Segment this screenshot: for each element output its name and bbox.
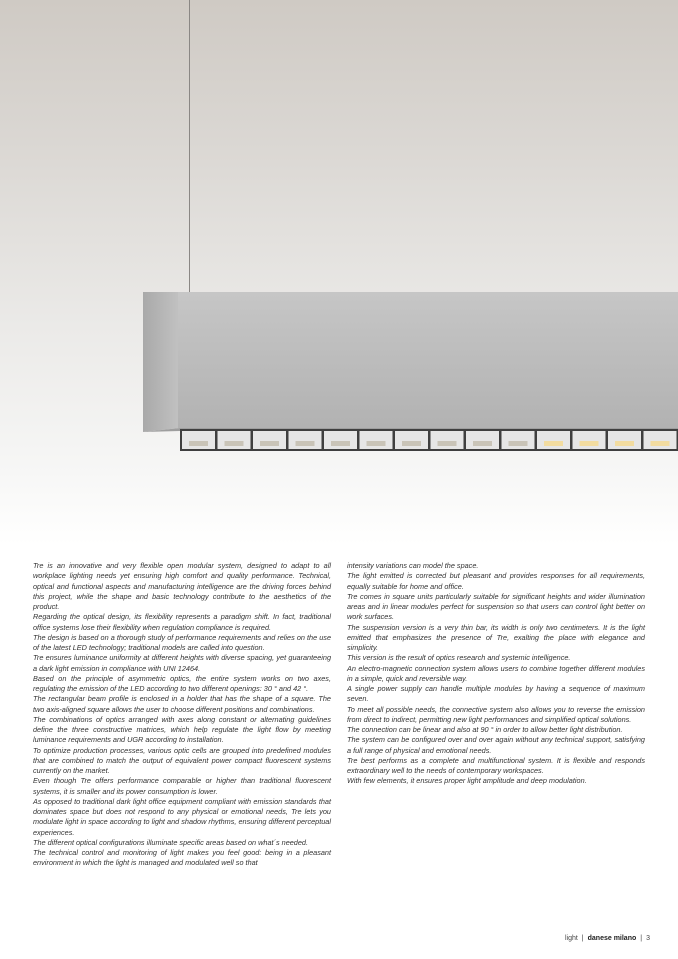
paragraph: The light emitted is corrected but pleasant and provides responses for all requirements, equally suitable for home and office. [347, 571, 645, 591]
body-text-right [347, 561, 645, 787]
led-lens [651, 441, 670, 446]
led-lens [473, 441, 492, 446]
led-cell [431, 431, 464, 449]
paragraph: A single power supply can handle multiple modules by having a sequence of maximum seven. [347, 684, 645, 704]
led-cell [573, 431, 606, 449]
led-cell [289, 431, 322, 449]
paragraph: The combinations of optics arranged with axes along constant or alternating guidelines define the three constructive matrices, which help regulate the light flow by meeting luminance requirements and UGR according to installation. [33, 714, 331, 745]
led-lens [367, 441, 386, 446]
paragraph: The rectangular beam profile is enclosed in a holder that has the shape of a square. The two axis-aligned square allows the user to choose different positions and combinations. [33, 694, 331, 714]
paragraph: With few elements, it ensures proper light amplitude and deep modulation. [347, 776, 587, 786]
paragraph: Tre comes in square units particularly suitable for significant heights and wider illumination areas and in linear modules perfect for suspension so that users can control light better on work surfaces. [347, 591, 645, 622]
led-cell [644, 431, 677, 449]
page-footer [565, 935, 650, 942]
led-cell [360, 431, 393, 449]
lamp-side-face [143, 292, 180, 432]
led-cell [253, 431, 286, 449]
led-cell [537, 431, 570, 449]
led-cell [395, 431, 428, 449]
paragraph: The design is based on a thorough study of performance requirements and relies on the use of the latest LED technology; traditional models are called into question. [33, 632, 331, 652]
led-lens [189, 441, 208, 446]
paragraph: Tre ensures luminance uniformity at different heights with diverse spacing, yet guaranteeing a dark light emission in compliance with UNI 12464. [33, 653, 331, 673]
footer-section: light [564, 935, 578, 942]
footer-separator: | [581, 935, 584, 942]
led-lens [402, 441, 421, 446]
led-lens [544, 441, 563, 446]
led-lens [296, 441, 315, 446]
paragraph: intensity variations can model the space. [347, 561, 479, 570]
footer-brand: danese milano [587, 935, 637, 942]
paragraph: The suspension version is a very thin bar, its width is only two centimeters. It is the light emitted that emphasizes the presence of Tre, exalting the place with elegance and simplicity. [347, 622, 645, 652]
paragraph: Even though Tre offers performance comparable or higher than traditional fluorescent systems, it is smaller and its power consumption is lower. [33, 776, 331, 796]
paragraph: An electro-magnetic connection system allows users to combine together different modules in a simple, quick and reversible way. [347, 663, 645, 683]
led-cell [466, 431, 499, 449]
lamp-front-face [178, 292, 678, 428]
led-lens [615, 441, 634, 446]
paragraph: The connection can be linear and also at 90 ° in order to allow better light distribution. [347, 725, 623, 734]
paragraph: Based on the principle of asymmetric optics, the entire system works on two axes, regulating the emission of the LED according to two different openings: 30 ° and 42 °. [33, 673, 331, 693]
paragraph: This version is the result of optics research and systemic intelligence. [347, 653, 571, 663]
led-lens [225, 441, 244, 446]
led-cell [324, 431, 357, 449]
paragraph: The technical control and monitoring of light makes you feel good: being in a pleasant environment in which the light is managed and modulated well so that [33, 848, 331, 868]
led-lens [580, 441, 599, 446]
led-lens [260, 441, 279, 446]
paragraph: The system can be configured over and over again without any technical support, satisfying a full range of physical and emotional needs. [347, 735, 645, 755]
paragraph: The different optical configurations illuminate specific areas based on what´s needed. [33, 837, 309, 847]
led-cell [182, 431, 215, 449]
body-text-left [33, 561, 331, 869]
paragraph: Regarding the optical design, its flexibility represents a paradigm shift. In fact, traditional office systems lose their flexibility when regulation compliance is required. [33, 612, 331, 632]
led-cell [502, 431, 535, 449]
paragraph: As opposed to traditional dark light office equipment compliant with emission standards that dominates space but does not respond to any physical or emotional needs, Tre lets you modulate light in space according to light and shadow rhythms, ensuring different perceptual experiences. [33, 796, 331, 837]
footer-separator: | [640, 935, 643, 942]
led-lens [331, 441, 350, 446]
led-lens [509, 441, 528, 446]
paragraph: To meet all possible needs, the connective system also allows you to reverse the emission from direct to indirect, permitting new light performances and simplified optical solutions. [347, 704, 645, 724]
paragraph: To optimize production processes, various optic cells are grouped into predefined modules that are combined to match the output of equivalent power compact fluorescent systems currently on the market. [33, 745, 331, 775]
led-cell [608, 431, 641, 449]
led-cell [218, 431, 251, 449]
paragraph: Tre best performs as a complete and multifunctional system. It is flexible and responds extraordinary well to the needs of contemporary workspaces. [347, 755, 645, 775]
page-number: 3 [646, 935, 650, 942]
led-lens [438, 441, 457, 446]
paragraph: Tre is an innovative and very flexible open modular system, designed to adapt to all workplace lighting needs yet ensuring high comfort and quality performance. Technical, optical and functional aspects and manufacturing intelligence are the driving forces behind this project, while the shape and basic technology contribute to the aesthetics of the product. [33, 561, 331, 611]
